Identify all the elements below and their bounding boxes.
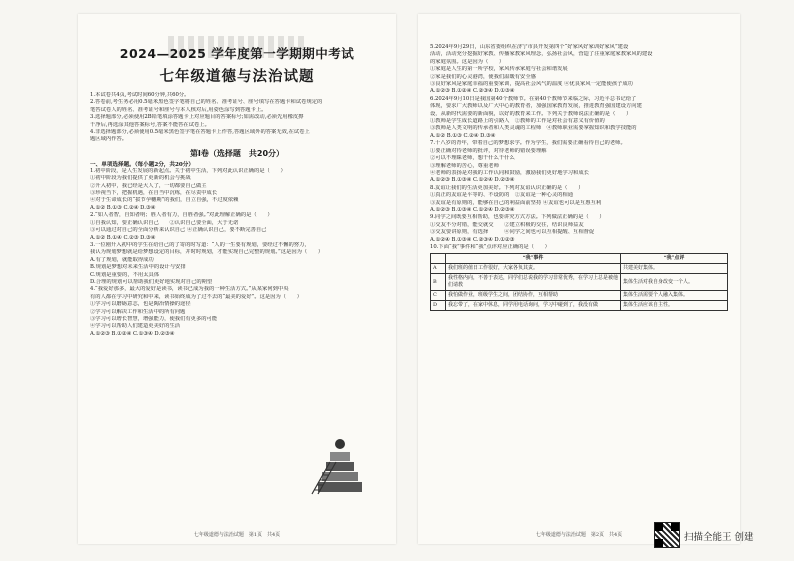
exam-title-year: 2024—2025 学年度第一学期期中考试: [119, 46, 355, 61]
bleed-through-text: [168, 36, 308, 58]
question-line: A.①②③ B.①②④ C.①③④ D.②③④: [90, 330, 175, 337]
exam-title-subject: 七年级道德与法治试题: [159, 69, 315, 85]
question-line: ③珍视当下，把握机遇，在自当中沉练，在尽责中成长: [90, 190, 218, 197]
question-line: ③教师是人类文明的传承者和人类灵魂的工程师 ④教师职业需要掌握知识和教学技能的: [430, 125, 637, 132]
question-line: A.①②③ B.①③④ C.①②④ D.②③④: [430, 177, 515, 184]
question-line: ④对于生命成长的“拔节孕穗期”的我们，自立自强，不过度依赖: [90, 197, 239, 204]
question-line: ①交友不分对错，能交就交 ②建立积极的交往，结识良师益友: [430, 221, 584, 228]
question-line: A.①②④ B.①③④ C.②③④ D.①②③: [430, 236, 515, 243]
table-cell: 集体生活对我自身改变一个人。: [621, 274, 728, 291]
question-10-table: [430, 253, 728, 311]
question-line: ①学习可以磨砺意志，也是陶冶情操的途径: [90, 301, 191, 308]
question-line: ③友谊是有原则的，能够在自己的利益面前坚持 ④友谊也可以是互惠互利: [430, 199, 602, 206]
question-line: ③可以通过对自己的全面分析来认识自己 ④正确认识自己，要不断完善自己: [90, 227, 267, 234]
question-line: D.合理的规划可以帮助我们更好地实现对自己的期望: [90, 278, 213, 285]
scanner-watermark-label: 扫描全能王 创建: [684, 532, 754, 543]
question-line: ④学习可以帮助人们建造更美好的生活: [90, 323, 181, 330]
question-line: B.规划是梦想对未来生活中的设计与安排: [90, 264, 186, 271]
question-line: 的家庭氛围。这是因为（ ）: [430, 58, 505, 65]
question-line: A.有了规划，就能取得成功: [90, 256, 154, 263]
table-cell: 我性格内向，不善于表达，同学们总说我的学习非常优秀，在学习上总是被他们请教: [446, 274, 621, 291]
question-line: ②学习可以解决工作和生活中的所有问题: [90, 308, 186, 315]
question-line: 2.“如人者智，自知者明；胜人者有力，自胜者强。”对此理解正确的是（ ）: [90, 212, 273, 219]
question-line: 6.2024年9月10日是我国第40个教师节。在第40个教师节来临之际，习近平总书记给了: [430, 95, 637, 102]
note-line: 2.答卷前,考生务必用0.5毫米黑色签字笔将自己的姓名、准考证号、座号填写在答题卡和试卷规定的: [90, 99, 323, 106]
question-line: A.①② B.①③ C.②④ D.③④: [430, 132, 496, 139]
exam-page-right: [418, 14, 740, 544]
question-line: ④老师的表扬是对我的工作认同和鼓励，激励我们更好地学习和成长: [430, 169, 589, 176]
qr-code-icon: [654, 522, 680, 548]
table-cell: 集体生活需要个人融入集体。: [621, 291, 728, 301]
page-footer: 七年级道德与法治试题 第2页 共4页: [535, 532, 623, 538]
question-line: ②家是我们的心灵港湾，使我们温暖有安全感: [430, 73, 536, 80]
question-line: 7.十八岁的青年，带着自己的梦想求学。作为学生，我们需要正确看待自己的老师。: [430, 140, 626, 147]
exam-page-left: [78, 14, 396, 544]
question-line: 1.初中阶段，是人生发展的新起点。关于初中生活，下列对此认识正确的是（ ）: [90, 167, 286, 174]
note-line: 干净后,再选涂其他答案标号,答案不能答在试卷上。: [90, 121, 210, 128]
table-cell: C: [431, 291, 446, 301]
question-line: ③理解老师的苦心，尊重老师: [430, 162, 499, 169]
question-line: 体现，要求广大教师以及广大中心的教育者，加强国家教育发展，推进教育强国建设方向建: [430, 103, 642, 110]
table-cell: 集体生活应该自主性。: [621, 301, 728, 311]
question-line: ②升入初中，我已经是大人了，一切都要自己做主: [90, 182, 207, 189]
table-row: [431, 274, 728, 291]
question-line: A.①② B.①③ C.②④ D.③④: [90, 204, 156, 211]
table-cell: D: [431, 301, 446, 311]
question-block-left: [78, 168, 396, 338]
question-line: C.规划是重要的，不用太具体: [90, 271, 160, 278]
table-cell: 共建美好集体。: [621, 264, 728, 274]
question-block-right: [418, 44, 740, 251]
page-footer: 七年级道德与法治试题 第1页 共4页: [193, 532, 281, 538]
question-line: ①真正的友谊是平等的、不设防的 ②友谊是一种心灵的相通: [430, 192, 574, 199]
question-line: 有的人都在学习中研究和中来，读书始终成为了过不去的“最美的爱好”。这是因为（ ）: [90, 293, 302, 300]
question-line: A.①②③ B.①③④ C.①②④ D.②③④: [430, 206, 515, 213]
question-line: 8.友谊让我们的生活更加美好。下列对友谊认识正确的是（ ）: [430, 184, 584, 191]
question-line: 我认为规划梦想就是给梦想设定的目标，并时时规划，才能实现自己完整的规划。”这是因为（ ）: [90, 249, 324, 256]
question-line: 活动，活动充分挖掘好家教、传播家教家风理念，弘扬社会风，营造了注重家庭家教家风的建设: [430, 51, 653, 58]
question-line: 设，从新时代需要的新面貌，以好的教育来工作。下列关于教师说法正确的是（ ）: [430, 110, 632, 117]
question-line: 5.2024年9月29日，山东省委组织在济宁市县开发第四个“好家风好家训好家风”建设: [430, 44, 629, 50]
table-cell: B: [431, 274, 446, 291]
note-line: 题区域内作答。: [90, 136, 128, 143]
note-line: 4.非选择题部分,必须使用0.5毫米黑色签字笔在答题卡上作答,答题区域外的答案无效,在试卷上: [90, 129, 310, 136]
section-title: 第Ⅰ卷（选择题 共20分）: [189, 148, 285, 158]
note-line: 1.本试卷共4页,考试时间60分钟,共60分。: [90, 92, 190, 98]
table-cell: 我们班的值日工作很好，大家各负其责。: [446, 264, 621, 274]
question-line: ①家庭是人生的第一所学校，家风传承家庭与社会和谐发展: [430, 66, 568, 73]
table-header: “我”点评: [621, 254, 728, 264]
question-line: ①自我认知，要正确认识自己 ②认识自己要全面，大于无诺: [90, 219, 239, 226]
question-line: A.①② B.①④ C.②③ D.③④: [90, 234, 156, 241]
table-cell: 我怕做作业，班级学生之间，团结协作，互相帮助: [446, 291, 621, 301]
table-header-row: [431, 254, 728, 264]
question-line: ①要正确对待老师的批评，对待老师的错误要理解: [430, 147, 547, 154]
question-line: 10.下面“我”事件和“我”点评对应正确的是（ ）: [430, 243, 550, 250]
question-line: A.①②③ B.①②④ C.②③④ D.①③④: [430, 88, 515, 95]
question-line: ①初中阶段为我们提供了更新的机会与挑战: [90, 175, 191, 182]
table-cell: A: [431, 264, 446, 274]
book-stairs-illustration: [310, 432, 370, 496]
table-cell: 我忘带了，在家中休息，同学用电话询问，学习中碰到了，我没有做: [446, 301, 621, 311]
question-line: 4.“我爱好那多，最大的爱好是读书，读书已成为我的一种生活方式。”从某家何到中央: [90, 286, 289, 293]
note-line: 笔答试卷人的姓名、准考证号和座号与本人核对后,用姿色涂写到答题卡上。: [90, 106, 267, 113]
exam-notes: [78, 92, 396, 144]
question-line: 3.一位刚升入初中的学生在给自己的了寄的时写道：“人的一生要有规划，要经过不懈的努力，: [90, 241, 310, 248]
table-header: [431, 254, 446, 264]
section-subtitle: 一、单项选择题。（每小题2分，共20分）: [90, 161, 194, 168]
table-header: “我”事件: [446, 254, 621, 264]
question-line: ③良好家风是家庭幸福的重要家训，提高社会风气的温度 ④优良家风一定能使孩子成功: [430, 81, 633, 88]
question-line: 9.同学之间既要互相帮助，也要讲究方式方法。下列做法正确的是（ ）: [430, 214, 605, 221]
table-row: [431, 264, 728, 274]
question-line: ③学习可以增长智慧，增强能力，使我们有更多的可能: [90, 315, 218, 322]
question-line: ③交友要讲原则，有选择 ④同学之间也可以互相提醒、互相督促: [430, 229, 595, 236]
question-line: ②可以不理睬老师，想干什么干什么: [430, 155, 515, 162]
table-row: [431, 301, 728, 311]
note-line: 3.选择题部分,必须使用2B铅笔填涂答题卡上对应题目的答案标号;如需改动,必须先用橡皮擦: [90, 114, 304, 121]
question-line: ①教师是学生成长道路上的引路人 ②教师的工作是对社会有意义有价值的: [430, 118, 605, 125]
table-row: [431, 291, 728, 301]
